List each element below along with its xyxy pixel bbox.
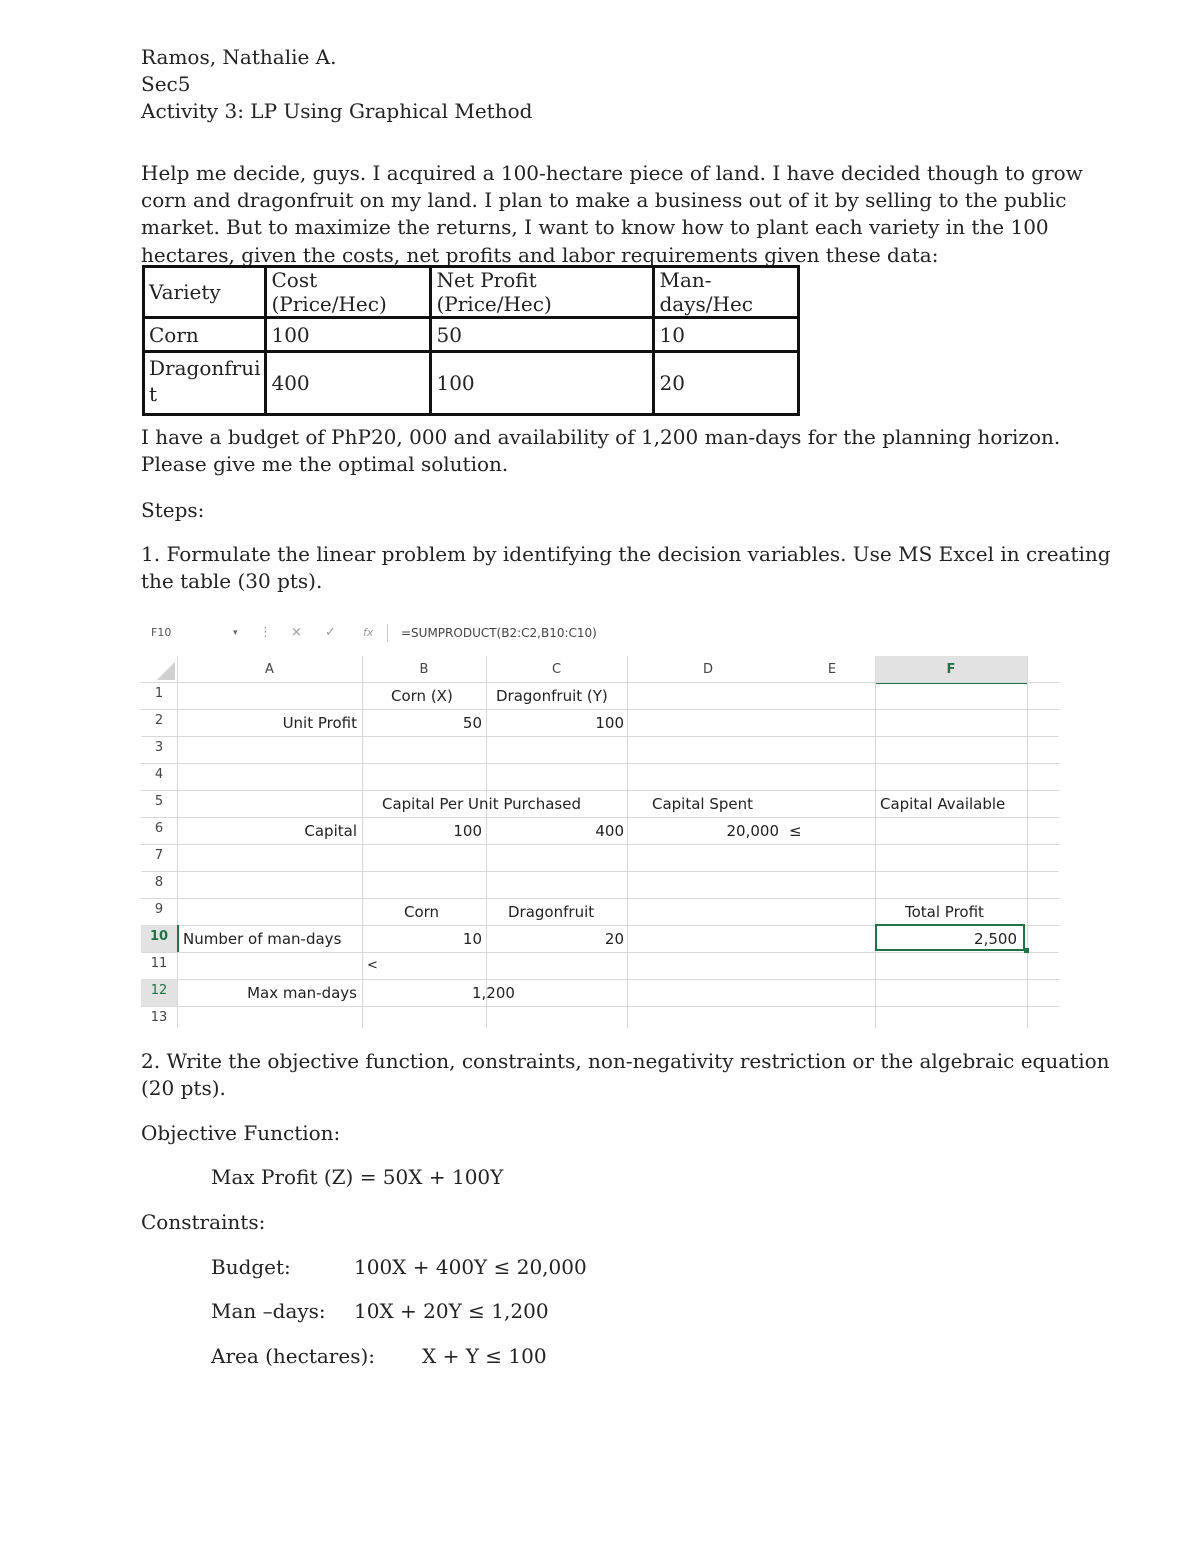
- grid-line: [141, 682, 1059, 683]
- cell-d5[interactable]: Capital Spent: [652, 795, 754, 813]
- cell-b12[interactable]: 1,200: [472, 984, 515, 1002]
- grid-line: [627, 656, 628, 1028]
- cell-b1[interactable]: Corn (X): [391, 687, 453, 705]
- cell-c10[interactable]: 20: [604, 930, 624, 948]
- grid-line: [141, 871, 1059, 872]
- grid-line: [141, 817, 1059, 818]
- grid-line: [141, 979, 1059, 980]
- budget-line-2: Please give me the optimal solution.: [141, 452, 509, 476]
- cell-a12[interactable]: Max man-days: [247, 984, 357, 1002]
- col-header-e[interactable]: E: [827, 662, 837, 677]
- objective-function: Max Profit (Z) = 50X + 100Y: [211, 1165, 504, 1189]
- table-cell: 10: [654, 318, 799, 352]
- chevron-down-icon[interactable]: ▾: [233, 628, 238, 638]
- excel-screenshot: [141, 616, 1061, 1032]
- cell-f10[interactable]: 2,500: [974, 930, 1017, 948]
- cell-b2[interactable]: 50: [462, 714, 482, 732]
- row-number[interactable]: 7: [154, 848, 164, 863]
- col-header-c[interactable]: C: [551, 662, 562, 677]
- dragonfruit-text-1: Dragonfrui: [149, 356, 261, 380]
- cancel-icon[interactable]: ×: [291, 625, 302, 640]
- cell-f5[interactable]: Capital Available: [880, 795, 1006, 813]
- more-options-icon: ⋮: [259, 625, 272, 640]
- grid-line: [141, 898, 1059, 899]
- cell-c1[interactable]: Dragonfruit (Y): [496, 687, 608, 705]
- grid-line: [141, 763, 1059, 764]
- row-number[interactable]: 11: [150, 956, 168, 971]
- cell-b5[interactable]: Capital Per Unit Purchased: [382, 795, 581, 813]
- cell-a6[interactable]: Capital: [304, 822, 357, 840]
- cell-b6[interactable]: 100: [453, 822, 482, 840]
- function-icon[interactable]: fx: [363, 626, 374, 639]
- grid-line: [141, 736, 1059, 737]
- table-cell: 400: [266, 352, 431, 415]
- row-number[interactable]: 8: [154, 875, 164, 890]
- row-number[interactable]: 2: [154, 713, 164, 728]
- row-number[interactable]: 10: [149, 929, 169, 944]
- col-header-f[interactable]: F: [946, 662, 956, 677]
- col-header-b[interactable]: B: [419, 662, 429, 677]
- mandays-constraint: 10X + 20Y ≤ 1,200: [354, 1299, 549, 1323]
- steps-label: Steps:: [141, 498, 205, 522]
- cell-b10[interactable]: 10: [462, 930, 482, 948]
- grid-line: [141, 709, 1059, 710]
- cell-e6[interactable]: ≤: [789, 822, 802, 840]
- enter-icon[interactable]: ✓: [325, 625, 336, 640]
- table-cell: Corn: [144, 318, 266, 352]
- cell-c2[interactable]: 100: [595, 714, 624, 732]
- table-row: [144, 318, 799, 352]
- section-label: Sec5: [141, 72, 191, 96]
- budget-line-1: I have a budget of PhP20, 000 and availability of 1,200 man-days for the planning horizon.: [141, 425, 1061, 449]
- formula-bar: [141, 616, 1061, 650]
- formula-input[interactable]: =SUMPRODUCT(B2:C2,B10:C10): [401, 626, 597, 640]
- grid-line: [141, 844, 1059, 845]
- step1-line-1: 1. Formulate the linear problem by identifying the decision variables. Use MS Excel in creating: [141, 542, 1111, 566]
- cell-a11[interactable]: <: [367, 958, 378, 973]
- cell-c6[interactable]: 400: [595, 822, 624, 840]
- col-header-a[interactable]: A: [265, 662, 274, 677]
- grid-line: [141, 952, 1059, 953]
- grid-line: [875, 656, 876, 1028]
- table-row: [144, 352, 799, 415]
- step1-line-2: the table (30 pts).: [141, 569, 323, 593]
- cell-b9[interactable]: Corn: [404, 903, 440, 921]
- mandays-constraint-label: Man –days:: [211, 1299, 326, 1323]
- row-number[interactable]: 3: [154, 740, 164, 755]
- table-header-cell: Man-days/Hec: [654, 267, 799, 318]
- table-cell: 20: [654, 352, 799, 415]
- intro-line-1: Help me decide, guys. I acquired a 100-hectare piece of land. I have decided though to grow: [141, 161, 1083, 185]
- step2-line-2: (20 pts).: [141, 1076, 226, 1100]
- intro-line-3: market. But to maximize the returns, I want to know how to plant each variety in the 100: [141, 215, 1049, 239]
- author-name: Ramos, Nathalie A.: [141, 45, 337, 69]
- cell-c9[interactable]: Dragonfruit: [508, 903, 595, 921]
- variety-table: [142, 265, 800, 416]
- intro-line-2: corn and dragonfruit on my land. I plan to make a business out of it by selling to the public: [141, 188, 1067, 212]
- table-cell: [144, 352, 266, 415]
- intro-line-4: hectares, given the costs, net profits and labor requirements given these data:: [141, 243, 939, 267]
- col-header-d[interactable]: D: [702, 662, 713, 677]
- activity-title: Activity 3: LP Using Graphical Method: [141, 99, 533, 123]
- row-number[interactable]: 12: [150, 983, 168, 998]
- cell-f9[interactable]: Total Profit: [905, 903, 984, 921]
- grid-line: [141, 790, 1059, 791]
- budget-constraint: 100X + 400Y ≤ 20,000: [354, 1255, 587, 1279]
- cell-d6[interactable]: 20,000: [726, 822, 779, 840]
- fill-handle[interactable]: [1024, 948, 1029, 953]
- row-number[interactable]: 5: [154, 794, 164, 809]
- row-number[interactable]: 1: [154, 686, 164, 701]
- table-header-cell: Variety: [144, 267, 266, 318]
- grid-line: [362, 656, 363, 1028]
- cell-a10[interactable]: Number of man-days: [183, 930, 342, 948]
- name-box[interactable]: F10: [151, 626, 172, 639]
- cell-a2[interactable]: Unit Profit: [282, 714, 357, 732]
- area-constraint-label: Area (hectares):: [211, 1344, 376, 1368]
- grid-line: [141, 1006, 1059, 1007]
- budget-constraint-label: Budget:: [211, 1255, 291, 1279]
- table-cell: 100: [431, 352, 654, 415]
- objective-label: Objective Function:: [141, 1121, 341, 1145]
- area-constraint: X + Y ≤ 100: [422, 1344, 547, 1368]
- constraints-label: Constraints:: [141, 1210, 266, 1234]
- table-header-cell: Cost (Price/Hec): [266, 267, 431, 318]
- grid-line: [486, 656, 487, 1028]
- table-cell: 100: [266, 318, 431, 352]
- select-all-icon[interactable]: [157, 662, 175, 680]
- table-header-cell: Net Profit (Price/Hec): [431, 267, 654, 318]
- row-number[interactable]: 4: [154, 767, 164, 782]
- table-cell: 50: [431, 318, 654, 352]
- row-number[interactable]: 6: [154, 821, 164, 836]
- formula-bar-divider: [387, 624, 388, 642]
- grid-line: [177, 656, 178, 1028]
- dragonfruit-text-2: t: [149, 382, 158, 406]
- grid-line: [1027, 656, 1028, 1028]
- row-number[interactable]: 13: [150, 1010, 168, 1025]
- row-number[interactable]: 9: [154, 902, 164, 917]
- step2-line-1: 2. Write the objective function, constraints, non-negativity restriction or the algebraic equation: [141, 1049, 1110, 1073]
